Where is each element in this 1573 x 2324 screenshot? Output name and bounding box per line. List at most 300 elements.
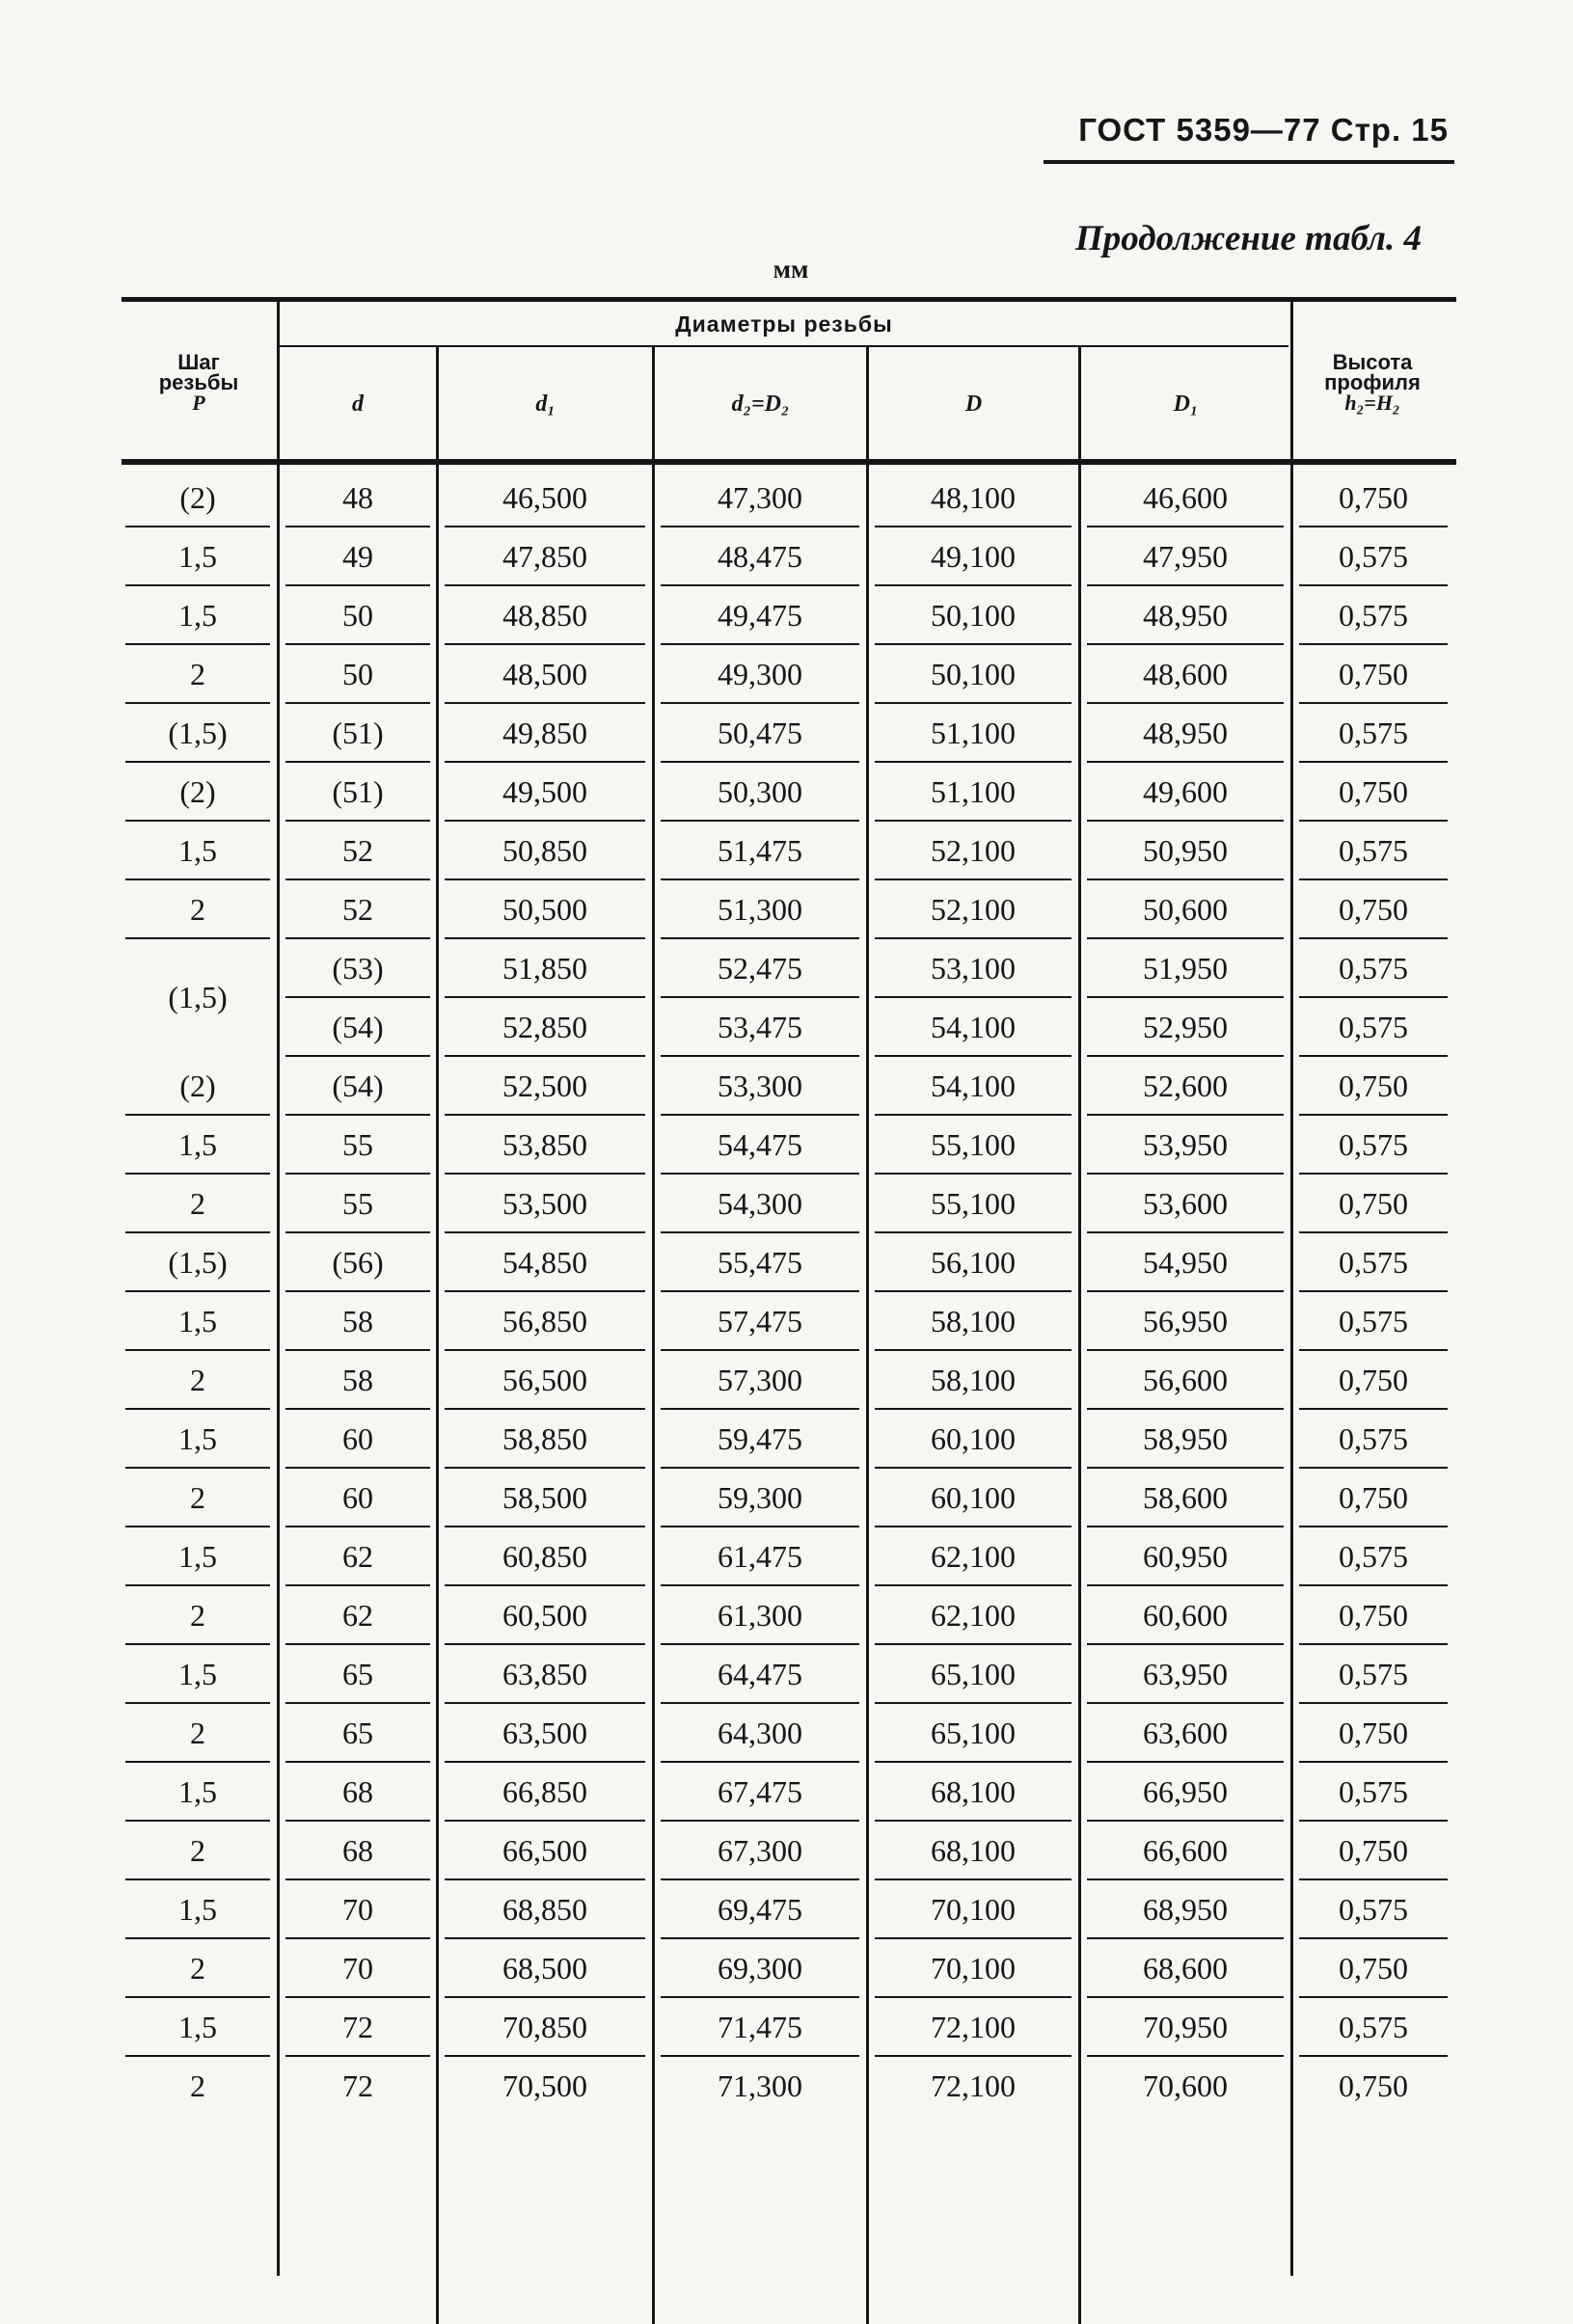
cell-D: 70,100 bbox=[931, 1891, 1016, 1927]
cell-underline bbox=[1087, 643, 1284, 645]
cell-underline bbox=[125, 1702, 270, 1704]
cell-underline bbox=[661, 1526, 859, 1527]
cell-D: 55,100 bbox=[931, 1185, 1016, 1221]
cell-D: 65,100 bbox=[931, 1715, 1016, 1750]
cell-underline bbox=[125, 526, 270, 527]
cell-d1: 51,850 bbox=[502, 950, 587, 986]
cell-height: 0,575 bbox=[1339, 1538, 1408, 1574]
cell-d: 48 bbox=[342, 479, 373, 515]
cell-underline bbox=[125, 643, 270, 645]
cell-underline bbox=[285, 2055, 430, 2057]
cell-D: 70,100 bbox=[931, 1950, 1016, 1986]
cell-underline bbox=[1299, 996, 1448, 998]
cell-height: 0,750 bbox=[1339, 656, 1408, 691]
cell-D: 51,100 bbox=[931, 715, 1016, 750]
cell-D1: 60,950 bbox=[1143, 1538, 1228, 1574]
cell-D1: 50,950 bbox=[1143, 832, 1228, 868]
cell-d: 68 bbox=[342, 1832, 373, 1868]
cell-pitch: 2 bbox=[190, 1185, 205, 1221]
cell-underline bbox=[875, 1467, 1071, 1469]
cell-underline bbox=[875, 1114, 1071, 1116]
cell-d: 60 bbox=[342, 1420, 373, 1456]
cell-height: 0,575 bbox=[1339, 1009, 1408, 1044]
cell-underline bbox=[875, 584, 1071, 586]
cell-d1: 63,850 bbox=[502, 1656, 587, 1691]
cell-underline bbox=[875, 996, 1071, 998]
cell-D1: 48,950 bbox=[1143, 715, 1228, 750]
cell-height: 0,575 bbox=[1339, 1303, 1408, 1338]
cell-pitch: 2 bbox=[190, 656, 205, 691]
cell-d2-D2: 53,475 bbox=[718, 1009, 802, 1044]
cell-underline bbox=[1087, 1408, 1284, 1410]
cell-underline bbox=[661, 643, 859, 645]
cell-underline bbox=[875, 1231, 1071, 1233]
cell-d1: 53,850 bbox=[502, 1126, 587, 1162]
cell-d: 62 bbox=[342, 1538, 373, 1574]
cell-underline bbox=[1087, 1467, 1284, 1469]
cell-height: 0,750 bbox=[1339, 1479, 1408, 1515]
cell-d2-D2: 49,300 bbox=[718, 656, 802, 691]
cell-underline bbox=[285, 1643, 430, 1645]
cell-underline bbox=[1299, 1231, 1448, 1233]
cell-underline bbox=[1299, 1878, 1448, 1880]
cell-pitch: 2 bbox=[190, 1832, 205, 1868]
cell-D: 60,100 bbox=[931, 1479, 1016, 1515]
cell-underline bbox=[445, 1584, 645, 1586]
column-header-D1: D₁ bbox=[1173, 391, 1199, 417]
cell-D1: 66,950 bbox=[1143, 1773, 1228, 1809]
cell-underline bbox=[445, 1290, 645, 1292]
cell-pitch: 1,5 bbox=[178, 538, 217, 574]
cell-pitch: 1,5 bbox=[178, 1538, 217, 1574]
cell-pitch: (2) bbox=[179, 1067, 216, 1103]
cell-underline bbox=[661, 1290, 859, 1292]
cell-underline bbox=[875, 1996, 1071, 1998]
cell-D: 55,100 bbox=[931, 1126, 1016, 1162]
cell-underline bbox=[125, 878, 270, 880]
cell-underline bbox=[445, 1702, 645, 1704]
cell-height: 0,750 bbox=[1339, 891, 1408, 927]
cell-d1: 70,500 bbox=[502, 2067, 587, 2103]
cell-underline bbox=[1299, 878, 1448, 880]
cell-underline bbox=[1087, 1290, 1284, 1292]
cell-underline bbox=[1087, 1114, 1284, 1116]
cell-D1: 54,950 bbox=[1143, 1244, 1228, 1280]
cell-underline bbox=[125, 1349, 270, 1351]
cell-d1: 66,500 bbox=[502, 1832, 587, 1868]
cell-d2-D2: 50,475 bbox=[718, 715, 802, 750]
cell-underline bbox=[125, 761, 270, 763]
cell-height: 0,750 bbox=[1339, 773, 1408, 809]
cell-underline bbox=[1087, 2055, 1284, 2057]
cell-D1: 66,600 bbox=[1143, 1832, 1228, 1868]
height-header-line-2: профиля bbox=[1324, 369, 1421, 394]
cell-underline bbox=[445, 1055, 645, 1057]
cell-D1: 68,950 bbox=[1143, 1891, 1228, 1927]
cell-underline bbox=[445, 1820, 645, 1822]
table-continuation-title: Продолжение табл. 4 bbox=[1075, 219, 1422, 258]
cell-underline bbox=[1087, 1702, 1284, 1704]
cell-underline bbox=[445, 1761, 645, 1763]
cell-underline bbox=[445, 1643, 645, 1645]
cell-d1: 56,500 bbox=[502, 1362, 587, 1397]
cell-underline bbox=[1299, 643, 1448, 645]
cell-underline bbox=[445, 820, 645, 822]
cell-d: 50 bbox=[342, 656, 373, 691]
cell-underline bbox=[875, 526, 1071, 527]
cell-underline bbox=[285, 1173, 430, 1175]
cell-underline bbox=[661, 1231, 859, 1233]
column-divider bbox=[1290, 299, 1293, 2276]
cell-underline bbox=[445, 2055, 645, 2057]
cell-underline bbox=[661, 1820, 859, 1822]
cell-pitch: 1,5 bbox=[178, 1420, 217, 1456]
cell-underline bbox=[661, 584, 859, 586]
cell-underline bbox=[661, 2055, 859, 2057]
cell-underline bbox=[445, 1937, 645, 1939]
cell-underline bbox=[1299, 1820, 1448, 1822]
cell-underline bbox=[285, 820, 430, 822]
cell-height: 0,750 bbox=[1339, 1715, 1408, 1750]
cell-height: 0,575 bbox=[1339, 538, 1408, 574]
column-header-d: d bbox=[352, 391, 364, 417]
cell-underline bbox=[1299, 584, 1448, 586]
cell-d1: 58,850 bbox=[502, 1420, 587, 1456]
cell-D1: 70,950 bbox=[1143, 2009, 1228, 2044]
cell-underline bbox=[1087, 761, 1284, 763]
cell-D: 48,100 bbox=[931, 479, 1016, 515]
cell-d: 72 bbox=[342, 2067, 373, 2103]
cell-underline bbox=[445, 878, 645, 880]
cell-underline bbox=[285, 1055, 430, 1057]
cell-underline bbox=[875, 1761, 1071, 1763]
cell-D: 68,100 bbox=[931, 1832, 1016, 1868]
cell-d1: 52,850 bbox=[502, 1009, 587, 1044]
cell-d1: 52,500 bbox=[502, 1067, 587, 1103]
cell-height: 0,575 bbox=[1339, 1244, 1408, 1280]
cell-d1: 68,500 bbox=[502, 1950, 587, 1986]
cell-d2-D2: 54,300 bbox=[718, 1185, 802, 1221]
cell-d: 49 bbox=[342, 538, 373, 574]
cell-underline bbox=[125, 1114, 270, 1116]
cell-underline bbox=[1087, 702, 1284, 704]
cell-underline bbox=[1087, 1231, 1284, 1233]
cell-D1: 58,950 bbox=[1143, 1420, 1228, 1456]
cell-pitch: (2) bbox=[179, 773, 216, 809]
cell-underline bbox=[445, 937, 645, 939]
cell-height: 0,750 bbox=[1339, 1185, 1408, 1221]
cell-underline bbox=[1087, 996, 1284, 998]
cell-underline bbox=[1087, 1584, 1284, 1586]
cell-pitch: 1,5 bbox=[178, 1656, 217, 1691]
cell-underline bbox=[661, 702, 859, 704]
cell-height: 0,750 bbox=[1339, 1597, 1408, 1633]
cell-D1: 70,600 bbox=[1143, 2067, 1228, 2103]
cell-D1: 53,600 bbox=[1143, 1185, 1228, 1221]
cell-D: 52,100 bbox=[931, 891, 1016, 927]
cell-D: 53,100 bbox=[931, 950, 1016, 986]
cell-underline bbox=[445, 761, 645, 763]
cell-underline bbox=[285, 643, 430, 645]
cell-d: 52 bbox=[342, 832, 373, 868]
cell-underline bbox=[1087, 937, 1284, 939]
cell-underline bbox=[285, 1526, 430, 1527]
cell-underline bbox=[125, 1408, 270, 1410]
cell-D: 51,100 bbox=[931, 773, 1016, 809]
cell-pitch: (1,5) bbox=[168, 1244, 228, 1280]
cell-underline bbox=[1299, 1584, 1448, 1586]
cell-pitch: 2 bbox=[190, 1715, 205, 1750]
cell-D1: 56,600 bbox=[1143, 1362, 1228, 1397]
cell-D1: 46,600 bbox=[1143, 479, 1228, 515]
cell-underline bbox=[1299, 761, 1448, 763]
cell-underline bbox=[875, 1702, 1071, 1704]
cell-d2-D2: 59,300 bbox=[718, 1479, 802, 1515]
cell-d2-D2: 49,475 bbox=[718, 597, 802, 633]
cell-d: (54) bbox=[332, 1009, 384, 1044]
cell-underline bbox=[125, 1231, 270, 1233]
column-header-D: D bbox=[964, 391, 983, 417]
cell-d1: 66,850 bbox=[502, 1773, 587, 1809]
column-divider bbox=[277, 299, 280, 2276]
cell-underline bbox=[125, 1584, 270, 1586]
cell-underline bbox=[661, 820, 859, 822]
cell-pitch: 1,5 bbox=[178, 2009, 217, 2044]
cell-height: 0,750 bbox=[1339, 479, 1408, 515]
cell-underline bbox=[661, 1467, 859, 1469]
cell-underline bbox=[285, 1584, 430, 1586]
cell-pitch: (1,5) bbox=[168, 715, 228, 750]
cell-d1: 58,500 bbox=[502, 1479, 587, 1515]
cell-underline bbox=[285, 1761, 430, 1763]
cell-underline bbox=[445, 1526, 645, 1527]
cell-pitch: 2 bbox=[190, 2067, 205, 2103]
cell-d1: 60,850 bbox=[502, 1538, 587, 1574]
cell-d2-D2: 71,300 bbox=[718, 2067, 802, 2103]
cell-height: 0,575 bbox=[1339, 1126, 1408, 1162]
cell-height: 0,750 bbox=[1339, 1067, 1408, 1103]
cell-underline bbox=[1299, 1643, 1448, 1645]
cell-d: 55 bbox=[342, 1126, 373, 1162]
cell-underline bbox=[125, 2055, 270, 2057]
cell-d1: 48,500 bbox=[502, 656, 587, 691]
cell-height: 0,575 bbox=[1339, 715, 1408, 750]
cell-underline bbox=[1087, 1643, 1284, 1645]
cell-height: 0,750 bbox=[1339, 2067, 1408, 2103]
diameters-group-header: Диаметры резьбы bbox=[675, 311, 893, 337]
cell-height: 0,575 bbox=[1339, 832, 1408, 868]
cell-underline bbox=[445, 1878, 645, 1880]
cell-underline bbox=[445, 1467, 645, 1469]
cell-d2-D2: 53,300 bbox=[718, 1067, 802, 1103]
cell-underline bbox=[875, 1290, 1071, 1292]
cell-D: 50,100 bbox=[931, 597, 1016, 633]
cell-underline bbox=[875, 1055, 1071, 1057]
cell-underline bbox=[445, 1408, 645, 1410]
cell-d1: 47,850 bbox=[502, 538, 587, 574]
column-divider bbox=[652, 347, 655, 2324]
cell-underline bbox=[875, 1349, 1071, 1351]
cell-underline bbox=[125, 1526, 270, 1527]
cell-d: 70 bbox=[342, 1891, 373, 1927]
cell-d2-D2: 55,475 bbox=[718, 1244, 802, 1280]
cell-underline bbox=[1299, 526, 1448, 527]
cell-underline bbox=[285, 937, 430, 939]
pitch-header-symbol: P bbox=[192, 390, 205, 415]
cell-pitch: 2 bbox=[190, 1479, 205, 1515]
cell-d: 58 bbox=[342, 1303, 373, 1338]
cell-underline bbox=[875, 1408, 1071, 1410]
cell-D: 56,100 bbox=[931, 1244, 1016, 1280]
cell-d: 60 bbox=[342, 1479, 373, 1515]
cell-pitch: 1,5 bbox=[178, 1891, 217, 1927]
cell-underline bbox=[1299, 1408, 1448, 1410]
cell-underline bbox=[125, 1937, 270, 1939]
cell-underline bbox=[661, 878, 859, 880]
cell-underline bbox=[661, 1055, 859, 1057]
cell-underline bbox=[661, 1349, 859, 1351]
cell-D1: 52,600 bbox=[1143, 1067, 1228, 1103]
cell-D1: 63,600 bbox=[1143, 1715, 1228, 1750]
cell-D1: 60,600 bbox=[1143, 1597, 1228, 1633]
profile-height-column-header bbox=[1293, 336, 1451, 428]
cell-pitch: 1,5 bbox=[178, 1773, 217, 1809]
cell-underline bbox=[1299, 1290, 1448, 1292]
cell-pitch: 2 bbox=[190, 1362, 205, 1397]
cell-underline bbox=[1087, 1937, 1284, 1939]
cell-underline bbox=[285, 526, 430, 527]
cell-pitch: 2 bbox=[190, 1950, 205, 1986]
cell-D: 65,100 bbox=[931, 1656, 1016, 1691]
cell-underline bbox=[285, 702, 430, 704]
cell-underline bbox=[661, 1702, 859, 1704]
column-divider bbox=[866, 347, 869, 2324]
cell-D1: 51,950 bbox=[1143, 950, 1228, 986]
cell-D: 54,100 bbox=[931, 1009, 1016, 1044]
cell-D1: 48,950 bbox=[1143, 597, 1228, 633]
cell-d1: 53,500 bbox=[502, 1185, 587, 1221]
cell-d: 58 bbox=[342, 1362, 373, 1397]
cell-underline bbox=[445, 526, 645, 527]
cell-underline bbox=[125, 1878, 270, 1880]
cell-underline bbox=[1087, 1878, 1284, 1880]
cell-underline bbox=[1087, 1349, 1284, 1351]
cell-underline bbox=[1299, 702, 1448, 704]
cell-underline bbox=[125, 1173, 270, 1175]
cell-D1: 58,600 bbox=[1143, 1479, 1228, 1515]
cell-underline bbox=[875, 1643, 1071, 1645]
cell-pitch: 2 bbox=[190, 891, 205, 927]
cell-D: 50,100 bbox=[931, 656, 1016, 691]
cell-d: (51) bbox=[332, 773, 384, 809]
cell-underline bbox=[875, 761, 1071, 763]
cell-underline bbox=[285, 1937, 430, 1939]
cell-d1: 49,500 bbox=[502, 773, 587, 809]
cell-underline bbox=[125, 1996, 270, 1998]
cell-underline bbox=[1299, 1055, 1448, 1057]
cell-D1: 56,950 bbox=[1143, 1303, 1228, 1338]
cell-D: 72,100 bbox=[931, 2067, 1016, 2103]
cell-underline bbox=[285, 1349, 430, 1351]
cell-height: 0,575 bbox=[1339, 1891, 1408, 1927]
cell-underline bbox=[1299, 1702, 1448, 1704]
cell-d: 68 bbox=[342, 1773, 373, 1809]
cell-d: 62 bbox=[342, 1597, 373, 1633]
cell-underline bbox=[445, 702, 645, 704]
cell-underline bbox=[125, 584, 270, 586]
cell-underline bbox=[125, 820, 270, 822]
pitch-column-header bbox=[122, 336, 276, 428]
cell-underline bbox=[1299, 1761, 1448, 1763]
cell-height: 0,750 bbox=[1339, 1362, 1408, 1397]
cell-underline bbox=[1299, 1349, 1448, 1351]
cell-d: 55 bbox=[342, 1185, 373, 1221]
cell-pitch: (2) bbox=[179, 479, 216, 515]
table-top-rule bbox=[122, 297, 1456, 302]
cell-d2-D2: 71,475 bbox=[718, 2009, 802, 2044]
cell-underline bbox=[285, 1467, 430, 1469]
cell-d: 52 bbox=[342, 891, 373, 927]
cell-underline bbox=[1299, 2055, 1448, 2057]
cell-d: 65 bbox=[342, 1715, 373, 1750]
column-divider bbox=[1078, 347, 1081, 2324]
cell-underline bbox=[1299, 937, 1448, 939]
cell-d2-D2: 69,300 bbox=[718, 1950, 802, 1986]
cell-underline bbox=[1087, 820, 1284, 822]
cell-d2-D2: 48,475 bbox=[718, 538, 802, 574]
cell-pitch: 2 bbox=[190, 1597, 205, 1633]
cell-underline bbox=[125, 1467, 270, 1469]
cell-d2-D2: 59,475 bbox=[718, 1420, 802, 1456]
cell-d: (56) bbox=[332, 1244, 384, 1280]
cell-underline bbox=[445, 1114, 645, 1116]
cell-underline bbox=[285, 1408, 430, 1410]
cell-d: 50 bbox=[342, 597, 373, 633]
cell-underline bbox=[285, 1702, 430, 1704]
cell-height: 0,575 bbox=[1339, 1656, 1408, 1691]
cell-underline bbox=[661, 1173, 859, 1175]
cell-height: 0,575 bbox=[1339, 950, 1408, 986]
cell-underline bbox=[125, 1643, 270, 1645]
cell-underline bbox=[661, 761, 859, 763]
cell-d: (53) bbox=[332, 950, 384, 986]
cell-d1: 48,850 bbox=[502, 597, 587, 633]
cell-underline bbox=[285, 878, 430, 880]
column-divider bbox=[436, 347, 439, 2324]
cell-underline bbox=[1087, 584, 1284, 586]
cell-underline bbox=[125, 1820, 270, 1822]
cell-underline bbox=[875, 1820, 1071, 1822]
cell-d1: 60,500 bbox=[502, 1597, 587, 1633]
cell-underline bbox=[875, 1937, 1071, 1939]
cell-D1: 52,950 bbox=[1143, 1009, 1228, 1044]
cell-pitch: 1,5 bbox=[178, 1303, 217, 1338]
cell-underline bbox=[1299, 1937, 1448, 1939]
cell-D: 62,100 bbox=[931, 1538, 1016, 1574]
cell-d2-D2: 64,300 bbox=[718, 1715, 802, 1750]
cell-underline bbox=[1087, 526, 1284, 527]
cell-D: 58,100 bbox=[931, 1303, 1016, 1338]
cell-d2-D2: 61,300 bbox=[718, 1597, 802, 1633]
cell-underline bbox=[285, 1231, 430, 1233]
cell-underline bbox=[1299, 1173, 1448, 1175]
cell-underline bbox=[285, 1878, 430, 1880]
cell-underline bbox=[1087, 1820, 1284, 1822]
height-header-line-1: Высота bbox=[1332, 349, 1413, 374]
cell-underline bbox=[875, 1878, 1071, 1880]
cell-underline bbox=[125, 702, 270, 704]
cell-underline bbox=[875, 820, 1071, 822]
